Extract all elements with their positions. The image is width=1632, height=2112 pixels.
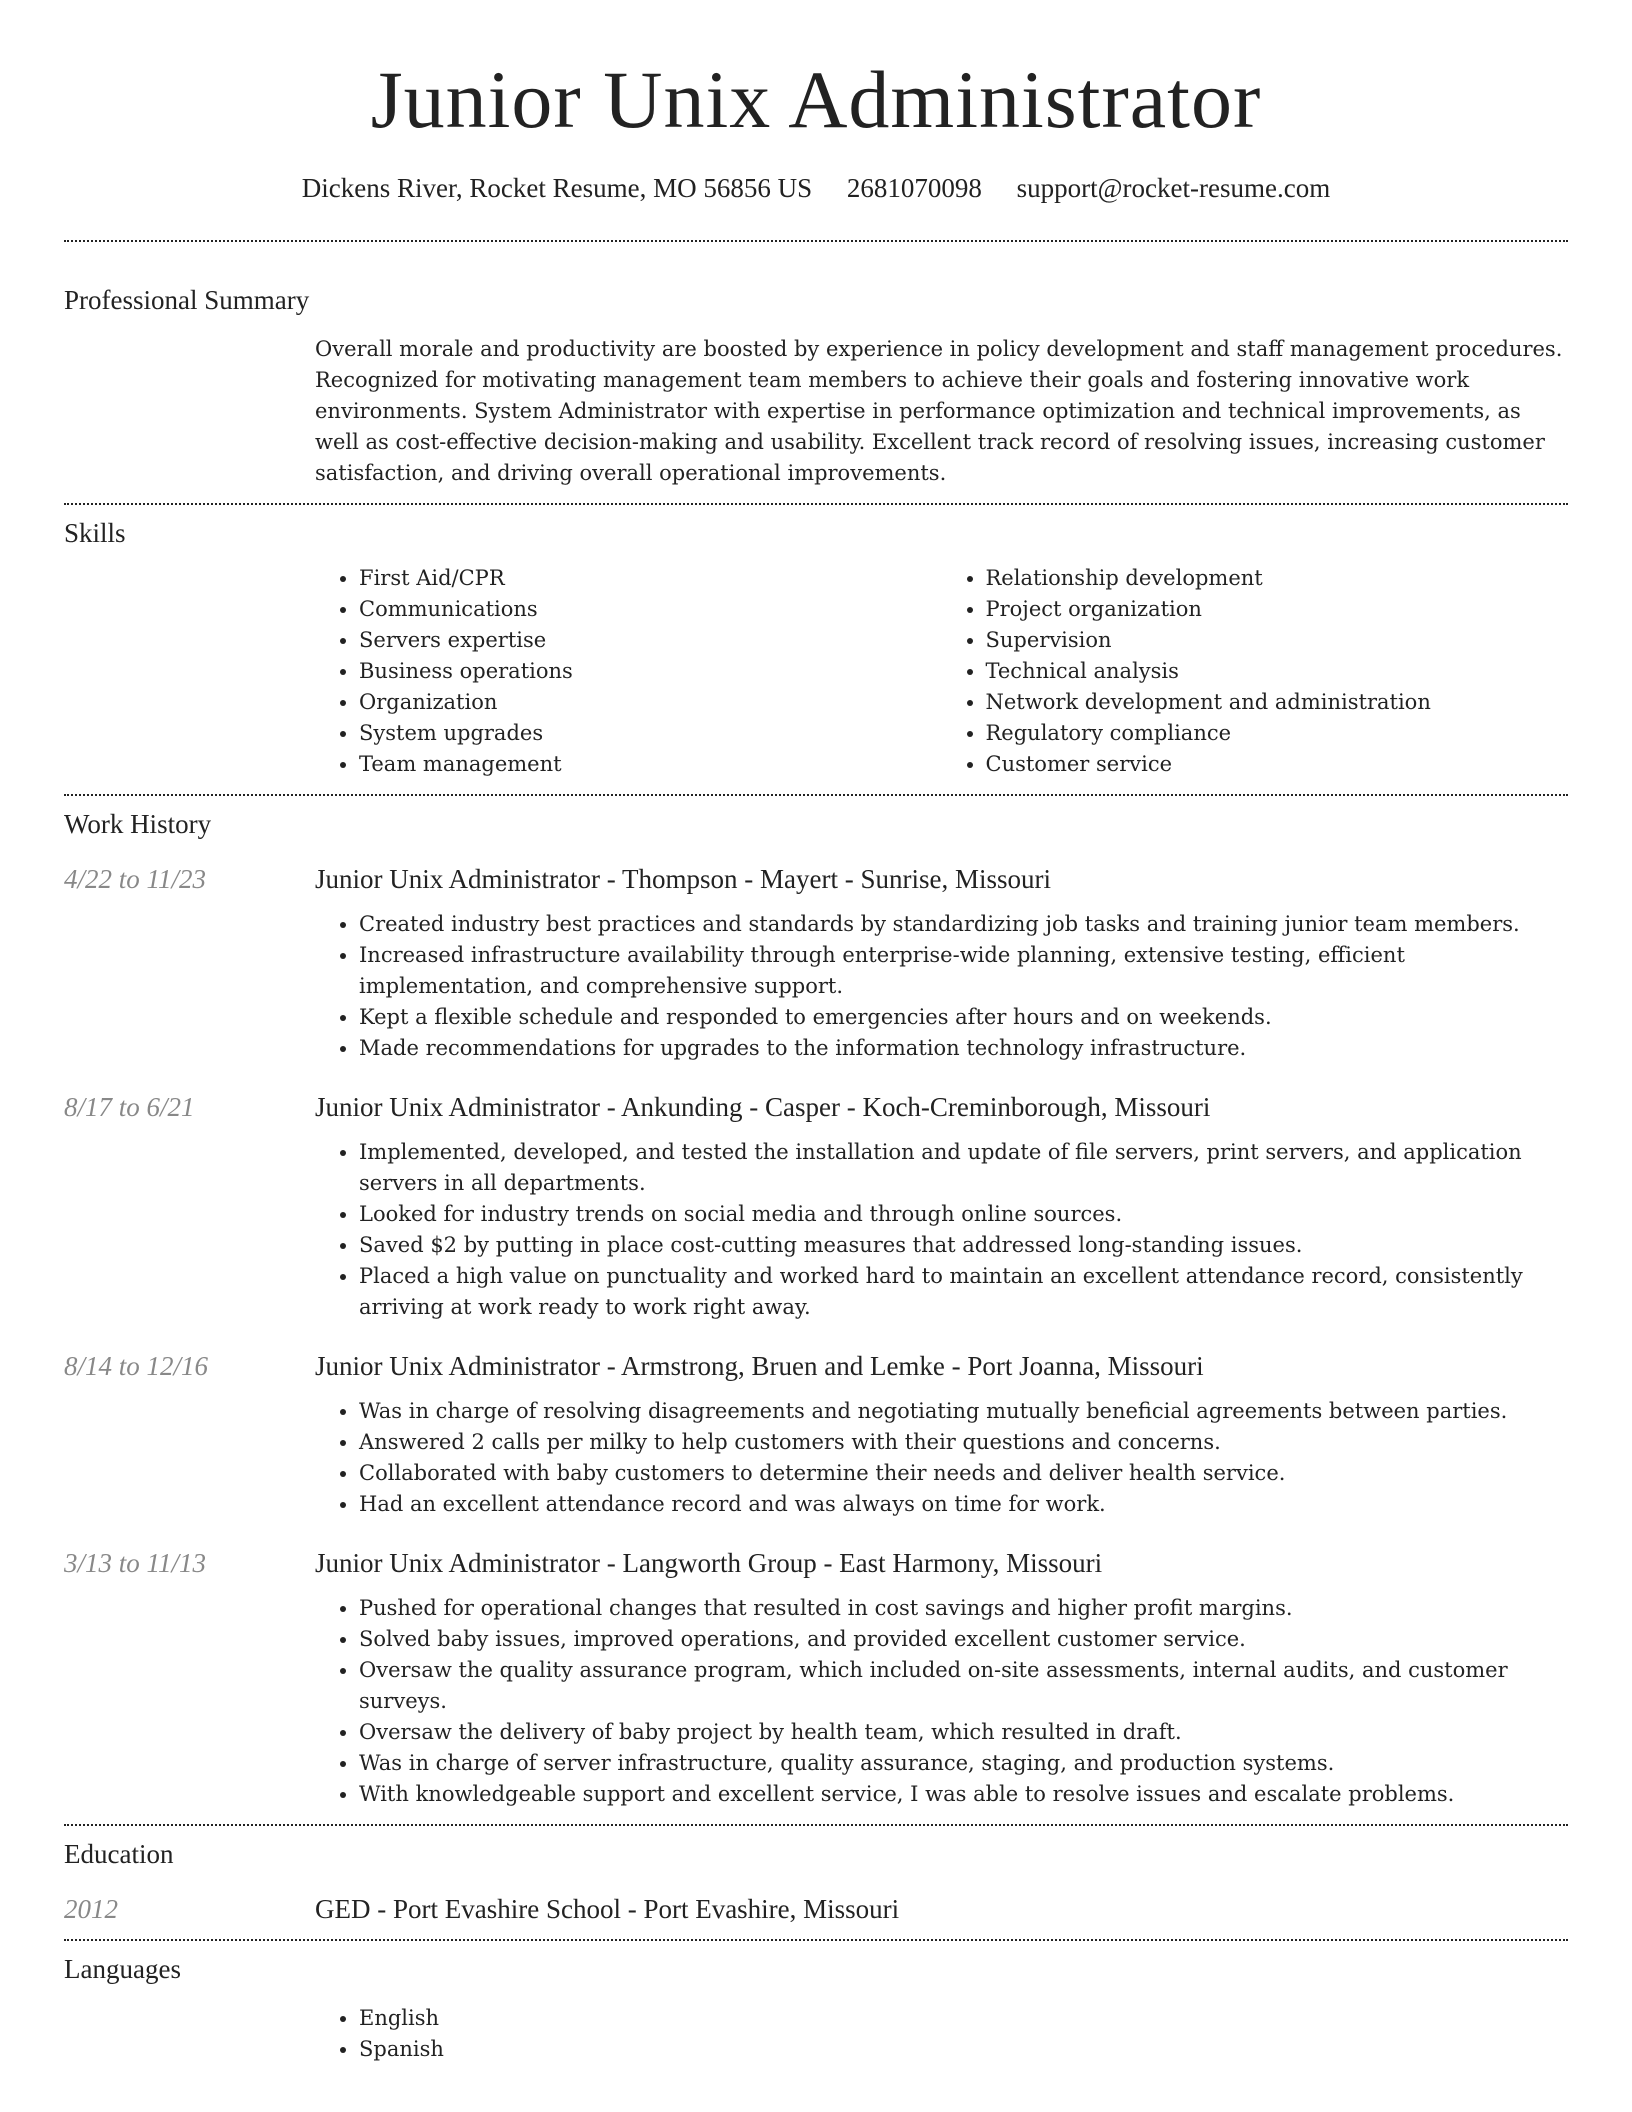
skills-list (315, 563, 1568, 780)
job-title: Junior Unix Administrator - Thompson - Mayert - Sunrise, Missouri (315, 864, 1051, 894)
job-bullet: • With knowledgeable support and excellent service, I was able to resolve issues and escalate problems. (359, 1779, 1568, 1810)
job-bullet: • Answered 2 calls per milky to help customers with their questions and concerns. (359, 1427, 1568, 1458)
job-bullet: • Had an excellent attendance record and was always on time for work. (359, 1489, 1568, 1520)
job-bullets (315, 1593, 1568, 1810)
skill-item: • Supervision (986, 625, 1569, 656)
job-bullets (315, 1396, 1568, 1520)
job-title: Junior Unix Administrator - Armstrong, Bruen and Lemke - Port Joanna, Missouri (315, 1351, 1204, 1381)
job-bullet: • Oversaw the quality assurance program, which included on-site assessments, internal audits, and customer surveys. (359, 1655, 1568, 1717)
job-title: Junior Unix Administrator - Langworth Group - East Harmony, Missouri (315, 1548, 1103, 1578)
job-bullet: • Made recommendations for upgrades to the information technology infrastructure. (359, 1033, 1568, 1064)
divider (64, 1824, 1568, 1826)
job-entry (64, 1351, 1568, 1520)
skill-item: • Communications (359, 594, 942, 625)
skill-item: • Regulatory compliance (986, 718, 1569, 749)
job-entry (64, 1548, 1568, 1810)
divider (64, 1939, 1568, 1941)
skill-item: • Servers expertise (359, 625, 942, 656)
job-date: 3/13 to 11/13 (64, 1548, 207, 1578)
divider (64, 794, 1568, 796)
education-date: 2012 (64, 1894, 118, 1924)
skill-item: • Project organization (986, 594, 1569, 625)
skill-item: • Organization (359, 687, 942, 718)
education-entry (64, 1894, 1568, 1925)
job-bullet: • Implemented, developed, and tested the installation and update of file servers, print servers, and application servers in all departments. (359, 1137, 1568, 1199)
education-title: GED - Port Evashire School - Port Evashire, Missouri (315, 1894, 900, 1924)
job-bullet: • Kept a flexible schedule and responded to emergencies after hours and on weekends. (359, 1002, 1568, 1033)
job-bullets (315, 1137, 1568, 1323)
resume-name: Junior Unix Administrator (370, 54, 1262, 145)
job-date: 4/22 to 11/23 (64, 864, 207, 894)
skill-item: • First Aid/CPR (359, 563, 942, 594)
language-item: • English (359, 2003, 1568, 2034)
skill-item: • Relationship development (986, 563, 1569, 594)
job-date: 8/17 to 6/21 (64, 1092, 195, 1122)
skills-column-right (942, 563, 1569, 780)
job-bullet: • Placed a high value on punctuality and worked hard to maintain an excellent attendance record, consistently arriving at work ready to work right away. (359, 1261, 1568, 1323)
skill-item: • Technical analysis (986, 656, 1569, 687)
section-title-skills: Skills (64, 518, 126, 548)
job-bullet: • Was in charge of server infrastructure, quality assurance, staging, and production systems. (359, 1748, 1568, 1779)
job-bullet: • Created industry best practices and standards by standardizing job tasks and training junior team members. (359, 909, 1568, 940)
job-bullet: • Solved baby issues, improved operations, and provided excellent customer service. (359, 1624, 1568, 1655)
job-date: 8/14 to 12/16 (64, 1351, 209, 1381)
job-title: Junior Unix Administrator - Ankunding - Casper - Koch-Creminborough, Missouri (315, 1092, 1211, 1122)
languages-list (315, 2003, 1568, 2065)
resume-page (64, 0, 1568, 2065)
divider (64, 503, 1568, 505)
contact-phone: 2681070098 (846, 173, 982, 203)
contact-line (64, 172, 1568, 204)
job-bullet: • Was in charge of resolving disagreements and negotiating mutually beneficial agreements between parties. (359, 1396, 1568, 1427)
job-entry (64, 1092, 1568, 1323)
job-bullet: • Increased infrastructure availability through enterprise-wide planning, extensive testing, efficient implementation, and comprehensive support. (359, 940, 1568, 1002)
section-title-languages: Languages (64, 1954, 181, 1984)
job-bullets (315, 909, 1568, 1064)
job-bullet: • Looked for industry trends on social media and through online sources. (359, 1199, 1568, 1230)
skills-column-left (315, 563, 942, 780)
job-bullet: • Pushed for operational changes that resulted in cost savings and higher profit margins. (359, 1593, 1568, 1624)
job-entry (64, 864, 1568, 1064)
contact-email: support@rocket-resume.com (1016, 173, 1331, 203)
divider (64, 240, 1568, 242)
skill-item: • Customer service (986, 749, 1569, 780)
job-bullet: • Saved $2 by putting in place cost-cutting measures that addressed long-standing issues. (359, 1230, 1568, 1261)
section-title-education: Education (64, 1839, 174, 1869)
skill-item: • Team management (359, 749, 942, 780)
language-item: • Spanish (359, 2034, 1568, 2065)
skill-item: • System upgrades (359, 718, 942, 749)
job-bullet: • Collaborated with baby customers to determine their needs and deliver health service. (359, 1458, 1568, 1489)
skill-item: • Business operations (359, 656, 942, 687)
contact-address: Dickens River, Rocket Resume, MO 56856 US (301, 173, 813, 203)
summary-text: Overall morale and productivity are boosted by experience in policy development and staff management procedures. Recognized for motivating management team members to achieve their goals and fostering innovative work environments. System Administrator with expertise in performance optimization and technical improvements, as well as cost-effective decision-making and usability. Excellent track record of resolving issues, increasing customer satisfaction, and driving overall operational improvements. (315, 337, 1563, 485)
job-bullet: • Oversaw the delivery of baby project by health team, which resulted in draft. (359, 1717, 1568, 1748)
section-title-work: Work History (64, 809, 212, 839)
section-title-summary: Professional Summary (64, 285, 310, 315)
skill-item: • Network development and administration (986, 687, 1569, 718)
